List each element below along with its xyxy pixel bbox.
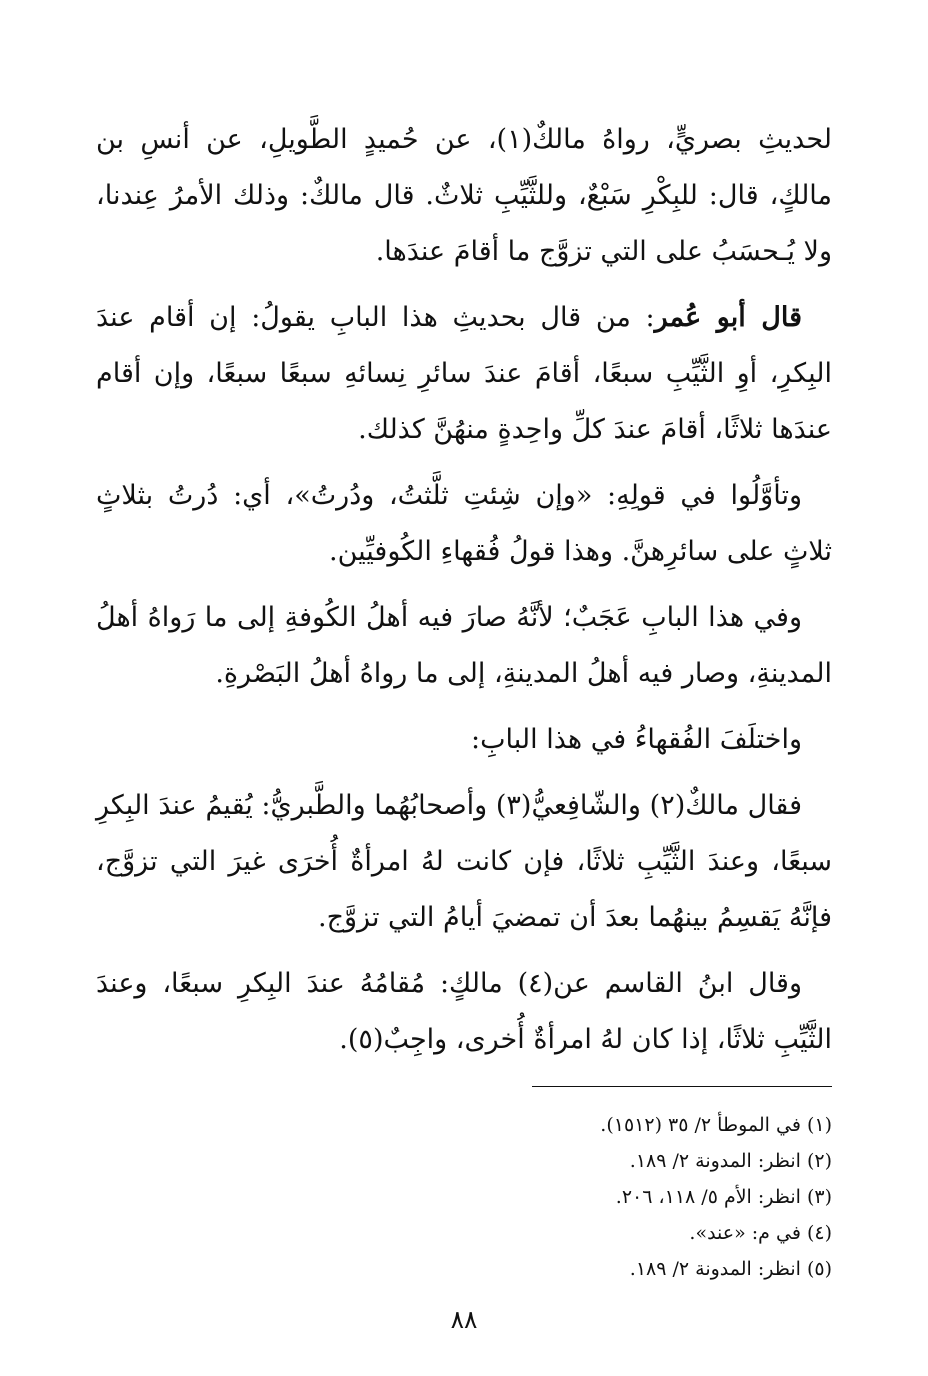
paragraph-text: وقال ابنُ القاسم عن(٤) مالكٍ: مُقامُهُ عندَ البِكرِ سبعًا، وعندَ الثَّيِّبِ ثلاثًا، إذا كان لهُ امرأةٌ أُخرى، واجِبٌ(٥). [96, 968, 832, 1055]
footnote-4: (٤) في م: «عند». [689, 1222, 832, 1244]
page-number: ٨٨ [450, 1305, 478, 1334]
paragraph-text: : من قال بحديثِ هذا البابِ يقولُ: إن أقام عندَ البِكرِ، أوِ الثَّيِّبِ سبعًا، أقامَ عندَ سائرِ نِسائهِ سبعًا سبعًا، وإن أقام عندَها ثلاثًا، أقامَ عندَ كلِّ واحِدةٍ منهُنَّ كذلك. [96, 302, 832, 445]
footnote-3: (٣) انظر: الأم ٥/ ١١٨، ٢٠٦. [615, 1186, 832, 1208]
footnote-divider [532, 1086, 832, 1087]
footnote-2: (٢) انظر: المدونة ٢/ ١٨٩. [629, 1150, 832, 1172]
body-text [96, 112, 832, 1068]
paragraph-6 [96, 778, 832, 946]
footnotes [96, 1107, 832, 1287]
footnote-5: (٥) انظر: المدونة ٢/ ١٨٩. [629, 1258, 832, 1280]
paragraph-2 [96, 290, 832, 458]
paragraph-5 [96, 712, 832, 768]
paragraph-text: وفي هذا البابِ عَجَبٌ؛ لأنَّهُ صارَ فيه أهلُ الكُوفةِ إلى ما رَواهُ أهلُ المدينةِ، وصار فيه أهلُ المدينةِ، إلى ما رواهُ أهلُ البَصْرةِ. [96, 602, 832, 689]
speaker-name: قال أبو عُمر [654, 302, 802, 333]
paragraph-4 [96, 590, 832, 702]
paragraph-text: واختلَفَ الفُقهاءُ في هذا البابِ: [471, 724, 802, 755]
paragraph-1 [96, 112, 832, 280]
paragraph-7 [96, 956, 832, 1068]
paragraph-text: لحديثِ بصريٍّ، رواهُ مالكٌ(١)، عن حُميدٍ الطَّويلِ، عن أنسِ بن مالكٍ، قال: للبِكْرِ سَبْعٌ، وللثَّيِّبِ ثلاثٌ. قال مالكٌ: وذلك الأمرُ عِندنا، ولا يُـحسَبُ على التي تزوَّج ما أقامَ عندَها. [96, 124, 832, 267]
footnote-1: (١) في الموطأ ٢/ ٣٥ (١٥١٢). [600, 1114, 832, 1136]
paragraph-3 [96, 468, 832, 580]
paragraph-text: وتأوَّلُوا في قولِهِ: «وإن شِئتِ ثلَّثتُ، ودُرتُ»، أي: دُرتُ بثلاثٍ ثلاثٍ على سائرِهنَّ. وهذا قولُ فُقهاءِ الكُوفيِّين. [96, 480, 832, 567]
paragraph-text: فقال مالكٌ(٢) والشّافِعيُّ(٣) وأصحابُهُما والطَّبريُّ: يُقيمُ عندَ البِكرِ سبعًا، وعندَ الثَّيِّبِ ثلاثًا، فإن كانت لهُ امرأةٌ أُخرَى غيرَ التي تزوَّج، فإنَّهُ يَقسِمُ بينهُما بعدَ أن تمضيَ أيامُ التي تزوَّج. [96, 790, 832, 933]
